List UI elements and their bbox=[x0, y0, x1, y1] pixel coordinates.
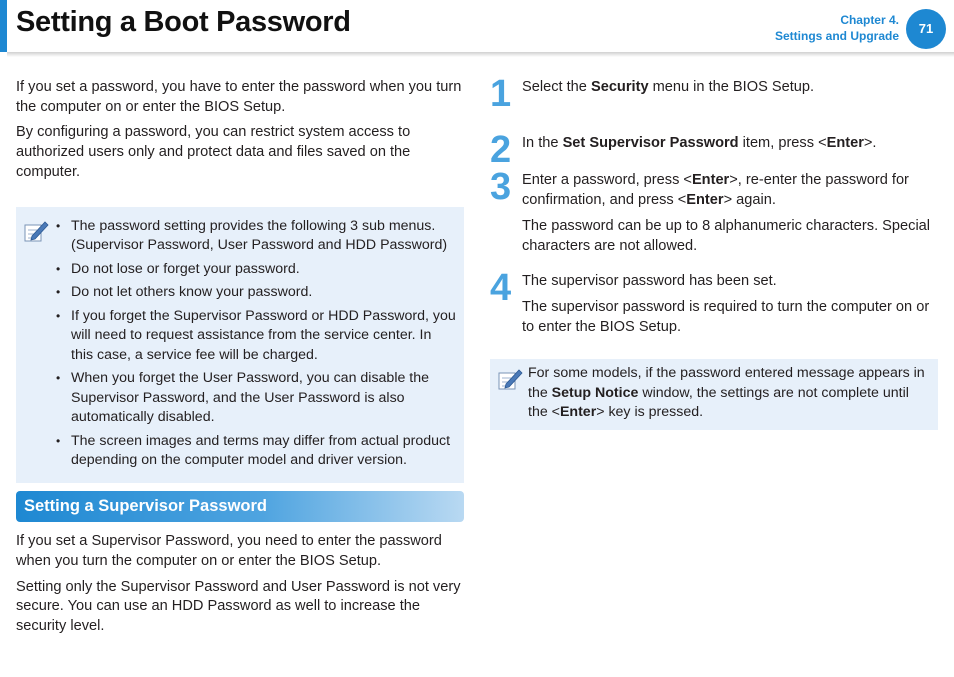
chapter-section: Settings and Upgrade bbox=[774, 29, 899, 43]
chapter-label bbox=[775, 12, 899, 44]
section-paragraph: Setting only the Supervisor Password and User Password is not very secure. You can use an HDD Password as well to increase the security level. bbox=[16, 578, 461, 635]
header-divider bbox=[7, 52, 954, 57]
note-item: • When you forget the User Password, you can disable the Supervisor Password, and the User Password is also automatically disabled. bbox=[71, 369, 456, 428]
intro-paragraph: By configuring a password, you can restrict system access to authorized users only and protect data and files saved on the computer. bbox=[16, 124, 411, 180]
note-pencil-icon bbox=[496, 367, 524, 393]
note-item: • The screen images and terms may differ from actual product depending on the computer model and driver version. bbox=[71, 432, 456, 471]
step-number: 3 bbox=[490, 166, 512, 209]
section-paragraph: If you set a Supervisor Password, you need to enter the password when you turn the computer on or enter the BIOS Setup. bbox=[16, 533, 442, 569]
section-heading: Setting a Supervisor Password bbox=[16, 491, 464, 523]
step-2 bbox=[490, 128, 938, 171]
note-item: • Do not lose or forget your password. bbox=[71, 260, 456, 280]
header-accent-bar bbox=[0, 0, 7, 52]
step-text: In the Set Supervisor Password item, press <Enter>. bbox=[522, 134, 877, 151]
step-detail: The supervisor password is required to turn the computer on or to enter the BIOS Setup. bbox=[522, 298, 930, 335]
step-text: Enter a password, press <Enter>, re-enter the password for confirmation, and press <Enter> again. bbox=[522, 172, 909, 209]
step-1 bbox=[490, 73, 938, 115]
note-list bbox=[56, 217, 456, 471]
note-item: • The password setting provides the following 3 sub menus. (Supervisor Password, User Password and HDD Password) bbox=[71, 217, 456, 256]
page-title: Setting a Boot Password bbox=[16, 6, 351, 38]
step-text: The supervisor password has been set. bbox=[522, 273, 777, 290]
tip-text: For some models, if the password entered message appears in the Setup Notice window, the settings are not complete until the <Enter> key is pressed. bbox=[528, 365, 925, 420]
chapter-number: Chapter 4. bbox=[840, 13, 899, 27]
note-pencil-icon bbox=[22, 219, 50, 245]
step-number: 1 bbox=[490, 73, 512, 115]
steps-column bbox=[490, 73, 938, 430]
step-text: Select the Security menu in the BIOS Setup. bbox=[522, 79, 815, 95]
tip-box bbox=[490, 359, 938, 430]
note-item: • Do not let others know your password. bbox=[71, 283, 456, 303]
step-4 bbox=[490, 267, 938, 337]
step-detail: The password can be up to 8 alphanumeric characters. Special characters are not allowed. bbox=[522, 217, 931, 254]
page-number-badge: 71 bbox=[906, 9, 946, 49]
intro-paragraph: If you set a password, you have to enter the password when you turn the computer on or enter the BIOS Setup. bbox=[16, 79, 462, 115]
left-column bbox=[16, 78, 464, 643]
step-3 bbox=[490, 166, 938, 256]
note-box bbox=[16, 207, 464, 483]
step-number: 2 bbox=[490, 128, 512, 171]
step-number: 4 bbox=[490, 267, 512, 310]
note-item: • If you forget the Supervisor Password or HDD Password, you will need to request assistance from the service center. In this case, a service fee will be charged. bbox=[71, 307, 456, 366]
